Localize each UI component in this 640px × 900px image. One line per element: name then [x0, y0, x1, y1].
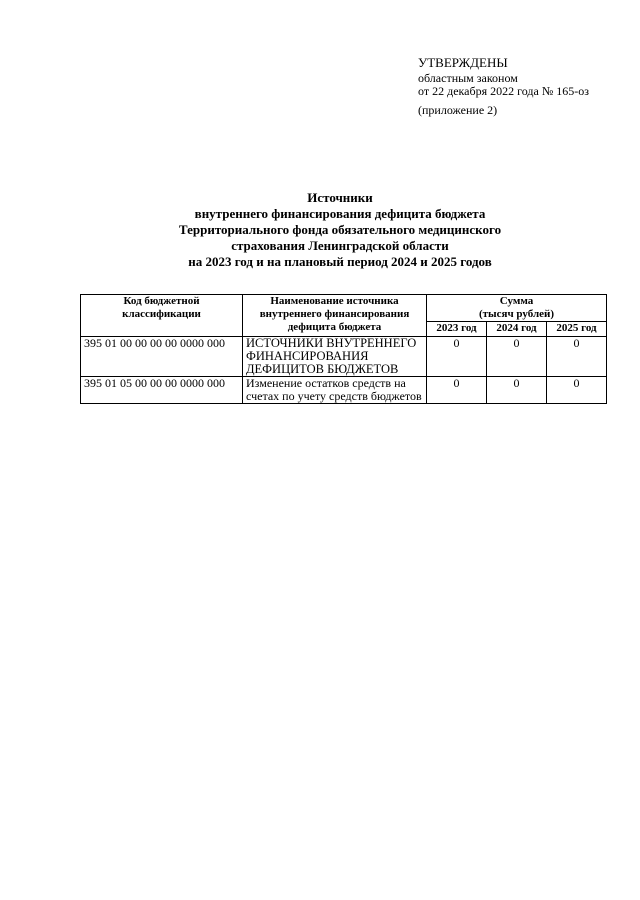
- header-year-2025: 2025 год: [547, 322, 607, 337]
- title-line-3: Территориального фонда обязательного медицинского: [178, 222, 502, 237]
- table-row: [81, 377, 607, 404]
- row-value-2024: 0: [487, 377, 547, 404]
- header-year-2024: 2024 год: [487, 322, 547, 337]
- row-value-2023: 0: [427, 337, 487, 377]
- title-line-2: внутреннего финансирования дефицита бюджета: [194, 206, 486, 221]
- header-sum-label: Сумма: [499, 295, 534, 307]
- approval-appendix: (приложение 2): [418, 103, 498, 117]
- title-line-4: страхования Ленинградской области: [231, 238, 449, 253]
- row-value-2025: 0: [547, 377, 607, 404]
- sources-table: [80, 294, 607, 404]
- header-sum: [427, 295, 607, 322]
- row-name: Изменение остатков средств на счетах по учету средств бюджетов: [243, 377, 427, 404]
- approval-date-line: от 22 декабря 2022 года № 165-оз: [418, 84, 590, 98]
- title-line-5: на 2023 год и на плановый период 2024 и 2025 годов: [188, 254, 492, 269]
- row-value-2024: 0: [487, 337, 547, 377]
- approval-law-line: областным законом: [418, 71, 518, 85]
- header-name: Наименование источника внутреннего финансирования дефицита бюджета: [243, 295, 427, 337]
- approval-heading: УТВЕРЖДЕНЫ: [418, 55, 508, 70]
- row-code: 395 01 05 00 00 00 0000 000: [81, 377, 243, 404]
- row-name: ИСТОЧНИКИ ВНУТРЕННЕГО ФИНАНСИРОВАНИЯ ДЕФИЦИТОВ БЮДЖЕТОВ: [243, 337, 427, 377]
- approval-block: [418, 56, 618, 117]
- document-title: [120, 190, 560, 270]
- row-value-2025: 0: [547, 337, 607, 377]
- header-code: Код бюджетной классификации: [81, 295, 243, 337]
- title-line-1: Источники: [307, 190, 373, 205]
- header-year-2023: 2023 год: [427, 322, 487, 337]
- row-code: 395 01 00 00 00 00 0000 000: [81, 337, 243, 377]
- row-value-2023: 0: [427, 377, 487, 404]
- header-sum-unit: (тысяч рублей): [478, 308, 555, 320]
- table-row: [81, 337, 607, 377]
